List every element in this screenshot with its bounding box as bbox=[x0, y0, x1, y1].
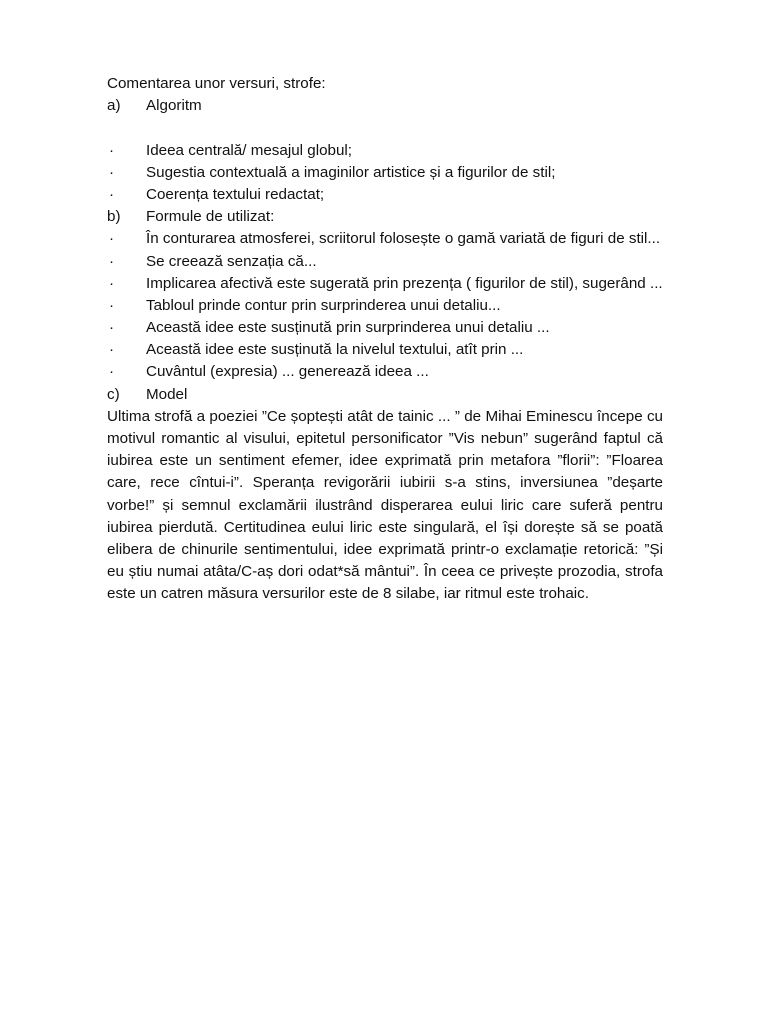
list-item-text: Ideea centrală/ mesajul globul; bbox=[146, 141, 353, 159]
list-item bbox=[107, 339, 663, 361]
list-item-text: Implicarea afectivă este sugerată prin prezența ( figurilor de stil), sugerând ... bbox=[146, 274, 663, 292]
list-item bbox=[107, 140, 663, 162]
bullet-icon: · bbox=[109, 185, 115, 203]
list-item bbox=[107, 162, 663, 184]
section-c-heading bbox=[107, 384, 663, 406]
bullet-icon: · bbox=[109, 341, 115, 359]
blank-line bbox=[107, 117, 663, 139]
list-item-text: Această idee este susținută la nivelul textului, atît prin ... bbox=[146, 341, 524, 359]
document-body bbox=[107, 73, 663, 606]
bullet-icon: · bbox=[109, 230, 115, 248]
bullet-icon: · bbox=[109, 163, 115, 181]
section-a-marker: a) bbox=[107, 97, 121, 115]
bullet-icon: · bbox=[109, 319, 115, 337]
list-item bbox=[107, 361, 663, 383]
section-b-title: Formule de utilizat: bbox=[146, 208, 275, 226]
model-paragraph: Ultima strofă a poeziei ”Ce șoptești atât de tainic ... ” de Mihai Eminescu începe cu motivul romantic al visului, epitetul personificator ”Vis nebun” sugerând faptul că iubirea este un sentiment efemer, idee exprimată prin metafora ”florii”: ”Floarea care, rece cîntui-i”. Speranța revigorării iubirii s-a stins, inversiunea ”deșarte vorbe!” și semnul exclamării ilustrând disperarea eului liric care suferă pentru iubirea pierdută. Certitudinea eului liric este singulară, el își dorește să se poată elibera de chinurile sentimentului, idee exprimată printr-o exclamație retorică: ”Și eu știu numai atâta/C-aș dori odat*să mântui”. În ceea ce privește prozodia, strofa este un catren măsura versurilor este de 8 silabe, iar ritmul este trohaic. bbox=[107, 407, 663, 603]
list-item-text: Această idee este susținută prin surprinderea unui detaliu ... bbox=[146, 319, 550, 337]
bullet-icon: · bbox=[109, 141, 115, 159]
bullet-icon: · bbox=[109, 363, 115, 381]
section-b-marker: b) bbox=[107, 208, 121, 226]
list-item bbox=[107, 251, 663, 273]
list-item-text: Tabloul prinde contur prin surprinderea unui detaliu... bbox=[146, 296, 501, 314]
section-a-heading bbox=[107, 95, 663, 117]
list-item-text: În conturarea atmosferei, scriitorul folosește o gamă variată de figuri de stil... bbox=[146, 230, 661, 248]
list-item bbox=[107, 295, 663, 317]
list-item bbox=[107, 228, 663, 250]
list-item bbox=[107, 184, 663, 206]
list-item bbox=[107, 317, 663, 339]
bullet-icon: · bbox=[109, 252, 115, 270]
section-b-heading bbox=[107, 206, 663, 228]
list-item-text: Sugestia contextuală a imaginilor artistice și a figurilor de stil; bbox=[146, 163, 556, 181]
bullet-icon: · bbox=[109, 274, 115, 292]
list-item-text: Se creează senzația că... bbox=[146, 252, 317, 270]
section-c-title: Model bbox=[146, 385, 188, 403]
list-item-text: Coerența textului redactat; bbox=[146, 185, 325, 203]
section-a-title: Algoritm bbox=[146, 97, 202, 115]
list-item-text: Cuvântul (expresia) ... generează ideea ... bbox=[146, 363, 429, 381]
section-c-marker: c) bbox=[107, 385, 120, 403]
bullet-icon: · bbox=[109, 296, 115, 314]
document-title: Comentarea unor versuri, strofe: bbox=[107, 75, 326, 92]
list-item bbox=[107, 273, 663, 295]
